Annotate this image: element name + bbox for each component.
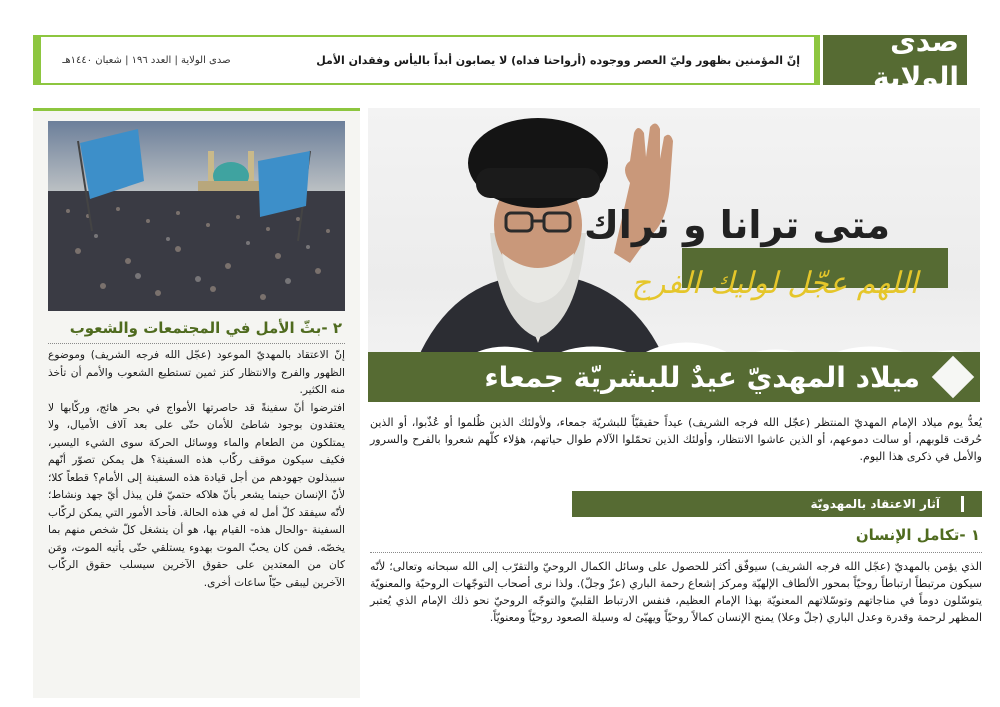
prayer-calligraphy: اللهم عجّل لوليك الفرج bbox=[631, 266, 918, 301]
section-bar bbox=[572, 491, 982, 517]
crowd-photo-illustration bbox=[48, 121, 345, 311]
hero-tagline: متى ترانا و نراك bbox=[583, 203, 890, 247]
article-title: ميلاد المهديّ عيدٌ للبشريّة جمعاء bbox=[484, 360, 920, 394]
section-title: آثار الاعتقاد بالمهدويّة bbox=[810, 497, 940, 511]
page-header bbox=[0, 0, 1000, 100]
headline-strip bbox=[258, 35, 820, 85]
body-paragraph: الذي يؤمن بالمهديّ (عجّل الله فرجه الشريف) سيوفّق أكثر للحصول على وسائل الكمال الروحيّ والتقرّب إلى الله سبحانه وتعالى؛ لأنّه سيكون مرتبطاً ارتباطاً روحيّاً بمحور الألطاف الإلهيّة ومركز إشعاع رحمة الباري (عزّ وجلّ). ولذا نرى أصحاب التوجّهات الروحيّة والمعنويّة يتوسّلون دوماً في مناجاتهم وتوسّلاتهم المعنويّة بهذا الإمام العظيم، فنفس الارتباط القلبيّ والتوجّه الروحيّ نحو ذلك الإمام الذي يُعتبر المظهر لرحمة وقدرة وعدل الباري (جلّ وعلا) يمنح الإنسان كمالاً روحيّاً ويهيّئ له وسيلة الصعود روحيّاً ومعنويّاً. bbox=[370, 560, 982, 624]
gathering-photo bbox=[48, 121, 345, 311]
issue-line: صدى الولاية | العدد ١٩٦ | شعبان ١٤٤٠هـ bbox=[62, 54, 231, 66]
sub-heading: ١ -تكامل الإنسان bbox=[855, 526, 980, 544]
intro-paragraph: يُعدُّ يوم ميلاد الإمام المهديّ المنتظر (عجّل الله فرجه الشريف) عيداً حقيقيّاً للبشريّة جمعاء، ولأولئك الذين ظُلموا أو عُذّبوا، أو الذين حُرقت قلوبهم، أو سالت دموعهم، أو الذين عاشوا الانتظار، وأولئك الذين تحمّلوا الآلام طوال حياتهم، هؤلاء كلّهم شعروا بالفرح والسرور والأمل في ذكرى هذا اليوم. bbox=[370, 416, 982, 463]
logo-text: صدى الولاية bbox=[820, 21, 970, 99]
divider bbox=[370, 552, 982, 553]
sidebar-paragraph-2: افترضوا أنّ سفينةً قد حاصرتها الأمواج في بحر هائج، وركّابها لا يعتقدون بوجود شاطئ للأمان حتّى على بعد آلاف الأميال، ولا يمتلكون من الطعام والماء ووسائل الحركة سوى الشيء اليسير، فكيف سيكون موقف ركّاب هذه السفينة؟ هل يمكن تصوّر أنّهم سيبذلون جهودهم من أجل قيادة هذه السفينة إلى الأمام؟ قطعاً كلا؛ لأنّ الإنسان حينما يشعر بأنّ هلاكه حتميّ فلن يبذل أيّ جهد ونشاط؛ لأنّه سيفقد كلّ أمل له في هذه الحالة. فأحد الأمور التي يمكن لركّاب السفينة -والحال هذه- القيام بها، هو أن ينشغل كلّ شخص منهم بما يخصّه. فمن كان يحبّ الموت بهدوء يستلقي حتّى يأتيه الموت، ومَن كان من المعتدين على حقوق الآخرين سيسلب حقوق الركّاب الآخرين ليبقى حيّاً ساعات أخرى. bbox=[48, 401, 345, 589]
divider bbox=[48, 343, 345, 344]
sidebar-heading: ٢ -بثّ الأمل في المجتمعات والشعوب bbox=[69, 319, 342, 337]
sidebar-text bbox=[48, 347, 345, 592]
article-title-banner bbox=[368, 352, 980, 402]
header-bar bbox=[33, 35, 820, 85]
publication-logo bbox=[820, 25, 970, 94]
header-headline: إنّ المؤمنين بظهور وليّ العصر ووجوده (أرواحنا فداه) لا يصابون أبداً باليأس وفقدان الأمل bbox=[316, 53, 800, 67]
issue-info bbox=[33, 35, 258, 85]
sidebar-column bbox=[33, 108, 360, 698]
sidebar-paragraph-1: إنّ الاعتقاد بالمهديّ الموعود (عجّل الله فرجه الشريف) وموضوع الظهور والفرج والانتظار كنز ثمين تستطيع الشعوب والأمم أن تأخذ منه الكثير. bbox=[48, 349, 345, 396]
